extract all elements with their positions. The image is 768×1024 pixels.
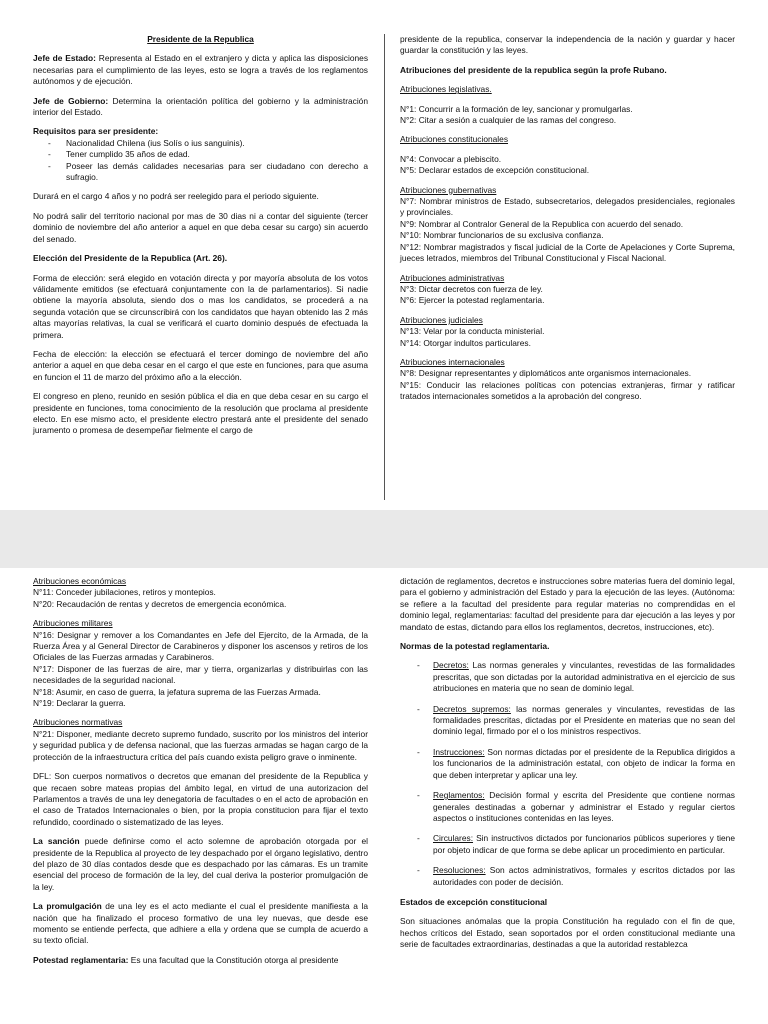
list-item: N°16: Designar y remover a los Comandantes en Jefe del Ejercito, de la Armada, de la Ruerza Área y al General Director de Carabineros y disponer los ascensos y retiros de los Oficiales de las Fuerzas armadas y Carabineros. [33, 629, 368, 663]
list-item [433, 790, 735, 824]
list-item: - Tener cumplido 35 años de edad. [66, 149, 368, 160]
congreso-paragraph: El congreso en pleno, reunido en sesión pública el dia en que deba cesar en su cargo el presidente en funciones, toma conocimiento de la resolución que proclama al presidente electo. En ese mismo acto, el presidente electro prestará ante el presidente del senado juramento o promesa de desempeñar fielmente el cargo de [33, 391, 368, 436]
norma-term: Reglamentos: [433, 790, 485, 801]
list-item: N°19: Declarar la guerra. [33, 698, 126, 709]
potestad-text: Es una facultad que la Constitución otorga al presidente [128, 954, 339, 965]
excepcion-heading: Estados de excepción constitucional [400, 896, 548, 907]
jefe-estado-label: Jefe de Estado: [33, 53, 96, 64]
list-item: N°2: Citar a sesión a cualquier de las ramas del congreso. [400, 115, 617, 126]
promulgacion-paragraph [33, 901, 368, 947]
list-item: N°7: Nombrar ministros de Estado, subsecretarios, delegados presidenciales, regionales y provinciales. [400, 196, 735, 218]
norma-term: Instrucciones: [433, 746, 485, 757]
page2-right-column [400, 576, 735, 959]
list-item: N°3: Dictar decretos con fuerza de ley. [400, 283, 543, 294]
normativas-heading: Atribuciones normativas [33, 717, 123, 728]
jefe-gobierno-paragraph [33, 96, 368, 119]
potestad-paragraph [33, 955, 368, 966]
norma-term: Decretos supremos: [433, 703, 511, 714]
salida-paragraph: No podrá salir del territorio nacional por mas de 30 dias ni a contar del siguiente (tercer dominio de noviembre del año anterior a aquel en que deba cesar su cargo) sin acuerdo del senado. [33, 210, 368, 244]
judiciales-heading: Atribuciones judiciales [400, 314, 483, 325]
requisitos-heading: Requisitos para ser presidente: [33, 126, 159, 137]
norma-term: Resoluciones: [433, 865, 486, 876]
list-item: N°21: Disponer, mediante decreto supremo fundado, suscrito por los ministros del interior y seguridad publica y de defensa nacional, que las fuerzas armadas se hagan cargo de la protección de la infraestructura crítica del país cuando exista peligro grave o inminente. [33, 728, 368, 762]
promulgacion-text: de una ley es el acto mediante el cual el presidente manifiesta a la nación que ha finalizado el proceso formativo de una ley nuevas, que desde ese momento se entiende perfecta, que adhiere a ella y ordena que se cumpla de acuerdo a su texto oficial. [33, 901, 368, 946]
list-item: N°10: Nombrar funcionarios de su exclusiva confianza. [400, 230, 604, 241]
page1-right-column [400, 34, 735, 411]
jefe-estado-text: Representa al Estado en el extranjero y dicta y aplica las disposiciones necesarias para el cumplimiento de las leyes, esto se logra a través de los reglamentos autónomos y de ejecución. [33, 53, 369, 87]
potestad-label: Potestad reglamentaria: [33, 954, 129, 965]
list-item [433, 833, 735, 856]
dfl-paragraph: DFL: Son cuerpos normativos o decretos que emanan del presidente de la Republica y que recaen sobre mateas propias del ámbito legal, en virtud de una autorizacion del Parlamentos a través de una ley denegatoria de facultades o en el acto de aprobación en el caso de Tratados Internacionales o bien, por la propia constitucion para fijar el texto refundido, coordinado o sistematizado de las leyes. [33, 771, 368, 827]
normas-list [400, 660, 735, 888]
constitucionales-heading: Atribuciones constitucionales [400, 134, 509, 145]
norma-term: Circulares: [433, 833, 474, 844]
list-item [433, 865, 735, 888]
list-item: - Poseer las demás calidades necesarias para ser ciudadano con derecho a sufragio. [66, 161, 368, 184]
list-item: N°5: Declarar estados de excepción constitucional. [400, 165, 590, 176]
jefe-estado-paragraph [33, 53, 368, 87]
economicas-heading: Atribuciones económicas [33, 576, 127, 586]
norma-text: Sin instructivos dictados por funcionarios públicos superiores y tiene por objeto indicar de que forma se debe aplicar un procedimiento en particular. [433, 833, 735, 855]
list-item: N°8: Designar representantes y diplomáticos ante organismos internacionales. [400, 368, 692, 379]
eleccion-heading: Elección del Presidente de la Republica (Art. 26). [33, 253, 228, 264]
continuation-paragraph: dictación de reglamentos, decretos e instrucciones sobre materias fuera del dominio legal, para el gobierno y administración del Estado y para la ejecución de las leyes. (Autónoma: se refiere a la facultad del presidente para regular materias no comprendidas en el dominio legal, reglamentarias: facultad del presidente para dar ejecución a las leyes y por mandato de estas, dictando para ellos los reglamentos, decretos, instrucciones, etc). [400, 576, 735, 632]
list-item: N°6: Ejercer la potestad reglamentaria. [400, 295, 545, 306]
administrativas-heading: Atribuciones administrativas [400, 272, 505, 283]
normas-heading: Normas de la potestad reglamentaria. [400, 641, 550, 652]
list-item: N°9: Nombrar al Contralor General de la Republica con acuerdo del senado. [400, 218, 684, 229]
atribuciones-heading: Atribuciones del presidente de la republica según la profe Rubano. [400, 64, 667, 75]
duracion-paragraph: Durará en el cargo 4 años y no podrá ser reelegido para el periodo siguiente. [33, 191, 319, 202]
list-item: N°1: Concurrir a la formación de ley, sancionar y promulgarlas. [400, 103, 633, 114]
list-item: N°18: Asumir, en caso de guerra, la jefatura suprema de las Fuerzas Armada. [33, 686, 321, 697]
list-item: N°14: Otorgar indultos particulares. [400, 337, 531, 348]
sancion-paragraph [33, 836, 368, 893]
excepcion-paragraph: Son situaciones anómalas que la propia Constitución ha regulado con el fin de que, hechos críticos del Estado, sean soportados por el orden constitucional mediante una serie de facultades extraordinarias, destinadas a que la autoridad restablezca [400, 916, 735, 950]
norma-text: Son actos administrativos, formales y escritos dictados por las autoridades con poder de decisión. [433, 865, 735, 887]
list-item: N°15: Conducir las relaciones políticas con potencias extranjeras, firmar y ratificar tratados internacionales sometidos a la aprobación del congreso. [400, 379, 735, 402]
list-item: N°12: Nombrar magistrados y fiscal judicial de la Corte de Apelaciones y Corte Suprema, jueces letrados, miembros del Tribunal Constitucional y Fiscal Nacional. [400, 241, 735, 264]
column-divider [384, 34, 385, 500]
list-item: N°17: Disponer de las fuerzas de aire, mar y tierra, organizarlas y distribuirlas con las necesidades de la seguridad nacional. [33, 663, 368, 686]
internacionales-heading: Atribuciones internacionales [400, 356, 505, 367]
page2-left-column [33, 576, 368, 974]
norma-term: Decretos: [433, 660, 469, 671]
continuation-paragraph: presidente de la republica, conservar la independencia de la nación y guardar y hacer guardar la constitución y las leyes. [400, 34, 735, 56]
list-item: N°13: Velar por la conducta ministerial. [400, 326, 545, 337]
sancion-text: puede definirse como el acto solemne de aprobación otorgada por el presidente de la Republica al proyecto de ley despachado por el órgano legislativo, dentro del plazo de 30 días contados desde que es despachado por las cámaras. Es un tramite esencial del proceso de formación de la ley, del cual deriva la posterior promulgación de la ley. [33, 836, 369, 892]
sancion-label: La sanción [33, 836, 80, 847]
norma-text: las normas generales y vinculantes, revestidas de las formalidades prescritas, dictadas por el Presidente en materias que no sean del dominio legal, firmado por el o los ministros respectivos. [433, 703, 735, 737]
page1-left-column [33, 34, 368, 445]
list-item [433, 660, 735, 694]
list-item: N°11: Conceder jubilaciones, retiros y montepios. [33, 587, 216, 598]
norma-text: Decisión formal y escrita del Presidente que contiene normas generales destinadas a gobernar y administrar el Estado y regular ciertos aspectos o instituciones contenidas en las leyes. [433, 790, 735, 823]
list-item [433, 747, 735, 781]
forma-eleccion-paragraph: Forma de elección: será elegido en votación directa y por mayoría absoluta de los votos válidamente emitidos (se efectuará conjuntamente con la de parlamentarios). Si nadie obtiene la mayoría absoluta, siendo dos o mas los candidatos, se procederá a na segunda votación que se circunscribirá con los candidatos que hayan obtenido las 2 más altas mayorías relativas, la cual se verificará el cuarto dominio después de efectuada la primera. [33, 272, 368, 340]
list-item: N°4: Convocar a plebiscito. [400, 153, 502, 164]
list-item: N°20: Recaudación de rentas y decretos de emergencia económica. [33, 598, 287, 609]
militares-heading: Atribuciones militares [33, 618, 113, 629]
norma-text: Las normas generales y vinculantes, revestidas de las formalidades prescritas, que son dictadas por la autoridad administrativa en el ejercicio de sus atribuciones en materia que no sean de dominio legal. [433, 660, 735, 694]
document-title: Presidente de la Republica [147, 34, 254, 44]
list-item: - Nacionalidad Chilena (ius Solís o ius sanguinis). [66, 138, 368, 149]
gubernativas-heading: Atribuciones gubernativas [400, 184, 497, 195]
legislativas-heading: Atribuciones legislativas. [400, 84, 492, 95]
jefe-gobierno-text: Determina la orientación política del gobierno y la administración interior del Estado. [33, 95, 368, 118]
list-item [433, 704, 735, 738]
promulgacion-label: La promulgación [33, 901, 102, 912]
norma-text: Son normas dictadas por el presidente de la Republica dirigidos a los funcionarios de la administración estatal, con objeto de indicar la forma en que deben interpretar y aplicar una ley. [433, 746, 735, 780]
jefe-gobierno-label: Jefe de Gobierno: [33, 95, 109, 106]
requisitos-list [33, 138, 368, 184]
fecha-eleccion-paragraph: Fecha de elección: la elección se efectuará el tercer domingo de noviembre del año anterior a aquel en que deba cesar en el cargo el que este en funciones, para que asuma en funcion el 11 de marzo del próximo año a la elección. [33, 348, 368, 382]
